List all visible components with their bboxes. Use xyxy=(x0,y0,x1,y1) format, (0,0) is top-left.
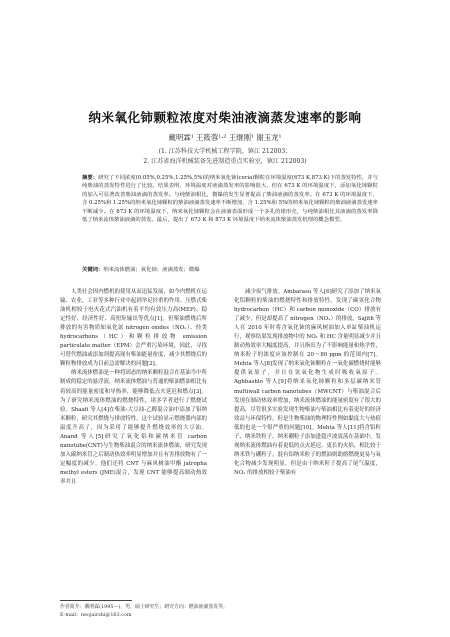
body-paragraph: 纳米流体燃油是一种将固态的纳米颗粒混合在基油当中所制成的稳定的悬浮液，纳米流体燃油与普通的柴油燃油相比有着较高的能量密度和导热率，能够降低点火延迟和燃点[3]。为了研究纳米流体燃油的燃烧特性，诸多学者进行了燃烧试验。Shaafi 等人[4]在柴油-大豆油-乙醇混合油中添加了铝纳米颗粒，研究其燃烧与排放特性，这个试验显示燃烧器内部的温度升高了，因为采用了能够提升燃烧效率的大豆油。Anand 等人[5]研究了氧化铝和碳纳米管 carbon nanotube(CNT)与生物柴油混合的纳米流体燃油，研究发现加入碳纳米管之后制动热效率明显增加并且有害排放物有了一定幅度的减少。他们还将 CNT 与麻风树油甲酯 jatropha methyl esters (JME)混合，发现 CNT 能够提高制动热效率并且 xyxy=(60,370,207,485)
author-line: 戴明霖¹ 王筱蓉¹·² 王继刚¹ 谢玉龙¹ xyxy=(168,133,282,142)
body-paragraph: 人类社会因内燃机的使用从而迅猛发展，如今内燃机在运输、农业、工业等多种行业中起到举足轻重的作用。压燃式柴油机相较于电火花式汽油机有着平均有效压力高(MEP)、稳定性好、经济性好、高扭矩输出等优点[1]。但柴油燃烧后所排放的有害物质如氧化氮 nitrogen oxides（NOₓ）、烃类 hydrocarbons（HC）和颗粒排放物 emission particulate matter（EPM）会严重污染环境，因此，寻找可替代燃油或添加剂提高现有柴油能量密度，减少其燃烧后的颗粒物排放成为目前急需解决的问题[2]。 xyxy=(60,289,207,368)
footnote-divider xyxy=(60,600,132,601)
keywords-block xyxy=(82,266,378,274)
paper-title: 纳米氧化铈颗粒浓度对柴油液滴蒸发速率的影响 xyxy=(88,110,362,125)
abstract-block xyxy=(82,174,378,224)
body-paragraph: 减少废气排放。Ambarasu 等人[6]研究了添加了纳米氧化铝颗粒的柴油的燃烧特性和排放特性，发现了碳氢化合物 hydrocarbon（HC）和 carbon monoxide（CO）排放有了减少，但是却提高了 nitrogen（NOₓ）的排放。Sajith 等人在 2010 年时将含氧化铈的麻风树油加入单缸柴油机运行，观察结果发现排放物中的 NOₓ 和 HC 含量明显减少并且制动热效率大幅度提高，并且指出为了不影响能量和热学性，纳米粒子的浓度应该控制在 20～80 ppm 的范围内[7]。Mehta 等人[8]发现了纳米氧化铈颗粒在一氧化碳燃烧时能够提供氧原子，并且在氢氧化物生成时吸收氧原子。Aghbashlo 等人[9]将纳米氧化铈颗粒和多层碳纳米管 multiwall carbon nanotubes（MWCNT）与柴油混合后发现在制动热效率增加，纳米流体燃油的能量密度有了很大的提高，尽管很多实验发现生物柴油与柴油相比有着更好的经济效益与环保特性，但是生物柴油的物理特性例如黏度大与热值低的也是一个很严重的问题[10]。Mehta 等人[11]将含铝粒子、纳米铁粒子、纳米硼粒子添加进超声波震荡在基础中，发现纳米流体燃油有着更低的点火延迟、更长的火焰。相比较于纳米铁与硼粒子，混有铝纳米粒子的燃油则助熔燃烧更易与氧化合物减少发现明显，但是由于纳米粒子提高了尾气温度，NOₓ 的排放相较于柴油有 xyxy=(234,289,381,476)
left-column xyxy=(60,288,207,487)
abstract-label: 摘要： xyxy=(82,175,99,181)
keywords-text: 纳米流体燃油；氧化铈；液滴蒸发；微爆 xyxy=(103,267,200,273)
affiliation-2: 2. 江苏省海洋机械装备先进制造重点实验室，镇江 212003) xyxy=(143,158,307,165)
footnote-email: E-mail：neojairshi@163.com xyxy=(60,612,132,618)
affiliation-1: (1. 江苏科技大学机械工程学院，镇江 212003； xyxy=(158,148,292,155)
keywords-label: 关键词： xyxy=(82,267,104,273)
footnote-author-info: 作者简介：戴明霖(1995—)，男，硕士研究生；研究方向：燃油液滴蒸发等。 xyxy=(60,604,228,610)
abstract-text: 研究了不同浓度(0.05%,0.25%,1.25%,5%)的纳米氧化铈(ceria)颗粒在环境温度(673 K,873 K)下的蒸发特性，并与纯柴油的蒸发特性进行了比较。结果表明，环境温度对液滴蒸发率的影响很大，但在 673 K 的环境温度下，添加氧化铈颗粒的加入可显著改善柴油液滴的蒸发率。与纯柴油相比，微爆的发生显著提高了柴油液滴的蒸发率。在 673 K 的环境温度下，含 0.25%和 1.25%的纳米氧化铈颗粒的柴油液滴蒸发速率不断增加，含 1.25%和 5%的纳米氧化铈颗粒的柴油液滴蒸发速率不断减少。在 873 K 的环境温度下，纳米氧化铈颗粒会在液滴表面形成一个多孔的球形壳，与纯柴油相比其液滴的蒸发率降低了纳米流体柴油液滴的蒸发。最后，提出了 673 K 和 873 K 环境温度下纳米流体柴油蒸发机理的概念模型。 xyxy=(82,175,379,224)
right-column xyxy=(234,288,381,478)
